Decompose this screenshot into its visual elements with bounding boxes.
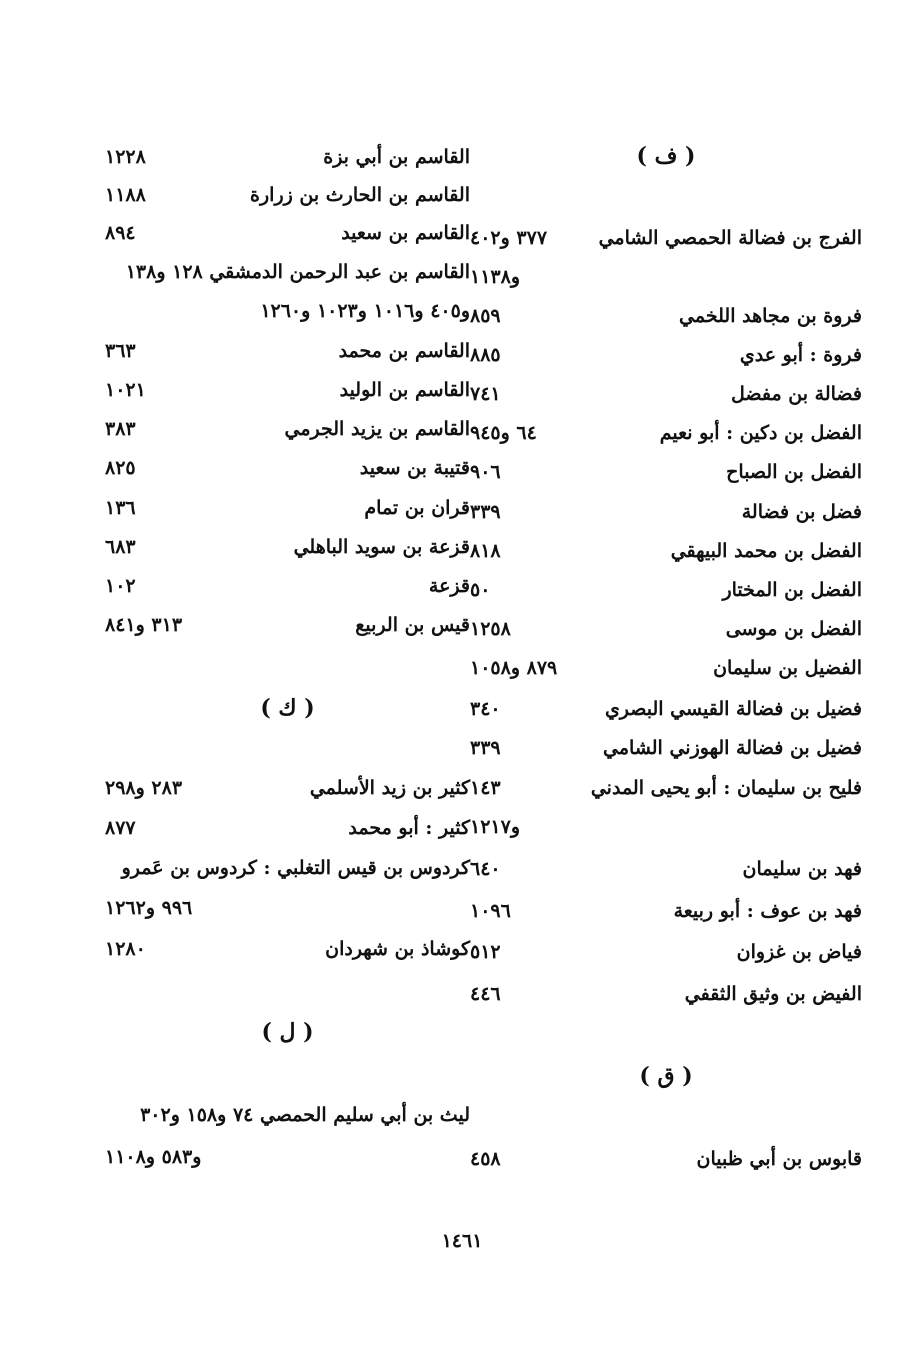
index-entry: الفضل بن موسى ١٢٥٨ xyxy=(470,618,862,640)
index-entry: قتيبة بن سعيد ٨٢٥ xyxy=(105,457,470,479)
index-entry: الفرج بن فضالة الحمصي الشامي ٣٧٧ و٤٠٢ xyxy=(470,227,862,249)
index-entry: القاسم بن أبي بزة ١٢٢٨ xyxy=(105,146,470,168)
index-entry: و١١٣٨ xyxy=(470,266,521,288)
index-entry: فياض بن غزوان ٥١٢ xyxy=(470,941,862,963)
index-entry: كثير : أبو محمد ٨٧٧ xyxy=(105,817,470,839)
index-entry: كردوس بن قيس التغلبي : كردوس بن عَمرو xyxy=(121,857,470,879)
index-entry: قران بن تمام ١٣٦ xyxy=(105,497,470,519)
index-entry: و٤٠٥ و١٠١٦ و١٠٢٣ و١٢٦٠ xyxy=(260,300,470,322)
index-entry: قيس بن الربيع ٣١٣ و٨٤١ xyxy=(105,614,470,636)
index-entry: كثير بن زيد الأسلمي ٢٨٣ و٢٩٨ xyxy=(105,777,470,799)
index-entry: فضيل بن فضالة القيسي البصري ٣٤٠ xyxy=(470,698,862,720)
section-header-lam: ( ل ) xyxy=(261,1019,314,1045)
index-entry: الفضل بن الصباح ٩٠٦ xyxy=(470,461,862,483)
index-entry: ٩٩٦ و١٢٦٢ xyxy=(105,897,193,919)
index-entry: الفيض بن وثيق الثقفي ٤٤٦ xyxy=(470,983,862,1005)
index-entry: القاسم بن الحارث بن زرارة ١١٨٨ xyxy=(105,184,470,206)
index-entry: كوشاذ بن شهردان ١٢٨٠ xyxy=(105,938,470,960)
index-entry: فروة : أبو عدي ٨٨٥ xyxy=(470,344,862,366)
index-entry: القاسم بن سعيد ٨٩٤ xyxy=(105,222,470,244)
index-entry: الفضل بن محمد البيهقي ٨١٨ xyxy=(470,540,862,562)
index-entry: فضالة بن مفضل ٧٤١ xyxy=(470,383,862,405)
index-entry: فهد بن عوف : أبو ربيعة ١٠٩٦ xyxy=(470,900,862,922)
index-entry: القاسم بن يزيد الجرمي ٣٨٣ xyxy=(105,418,470,440)
index-entry: الفضل بن المختار ٥٠ xyxy=(470,579,862,601)
index-entry: الفضل بن دكين : أبو نعيم ٦٤ و٩٤٥ xyxy=(470,422,862,444)
index-entry: فليح بن سليمان : أبو يحيى المدني ١٤٣ xyxy=(470,777,862,799)
index-entry: قزعة ١٠٢ xyxy=(105,575,470,597)
index-entry: القاسم بن محمد ٣٦٣ xyxy=(105,340,470,362)
page-number: ١٤٦١ xyxy=(441,1230,483,1252)
index-entry: القاسم بن الوليد ١٠٢١ xyxy=(105,379,470,401)
index-entry: و١٢١٧ xyxy=(470,816,521,838)
index-entry: ليث بن أبي سليم الحمصي ٧٤ و١٥٨ و٣٠٢ xyxy=(140,1104,470,1126)
section-header-kaf: ( ك ) xyxy=(260,695,315,721)
section-header-qa: ( ق ) xyxy=(639,1063,693,1089)
index-entry: فهد بن سليمان ٦٤٠ xyxy=(470,858,862,880)
index-entry: قابوس بن أبي ظبيان ٤٥٨ xyxy=(470,1148,862,1170)
index-entry: قزعة بن سويد الباهلي ٦٨٣ xyxy=(105,536,470,558)
section-header-fa: ( ف ) xyxy=(636,143,696,169)
index-entry: فضل بن فضالة ٣٣٩ xyxy=(470,501,862,523)
index-entry: الفضيل بن سليمان ٨٧٩ و١٠٥٨ xyxy=(470,657,862,679)
index-entry: فضيل بن فضالة الهوزني الشامي ٣٣٩ xyxy=(470,737,862,759)
index-entry: و٥٨٣ و١١٠٨ xyxy=(105,1146,202,1168)
index-entry: القاسم بن عبد الرحمن الدمشقي ١٢٨ و١٣٨ xyxy=(125,261,470,283)
index-entry: فروة بن مجاهد اللخمي ٨٥٩ xyxy=(470,305,862,327)
